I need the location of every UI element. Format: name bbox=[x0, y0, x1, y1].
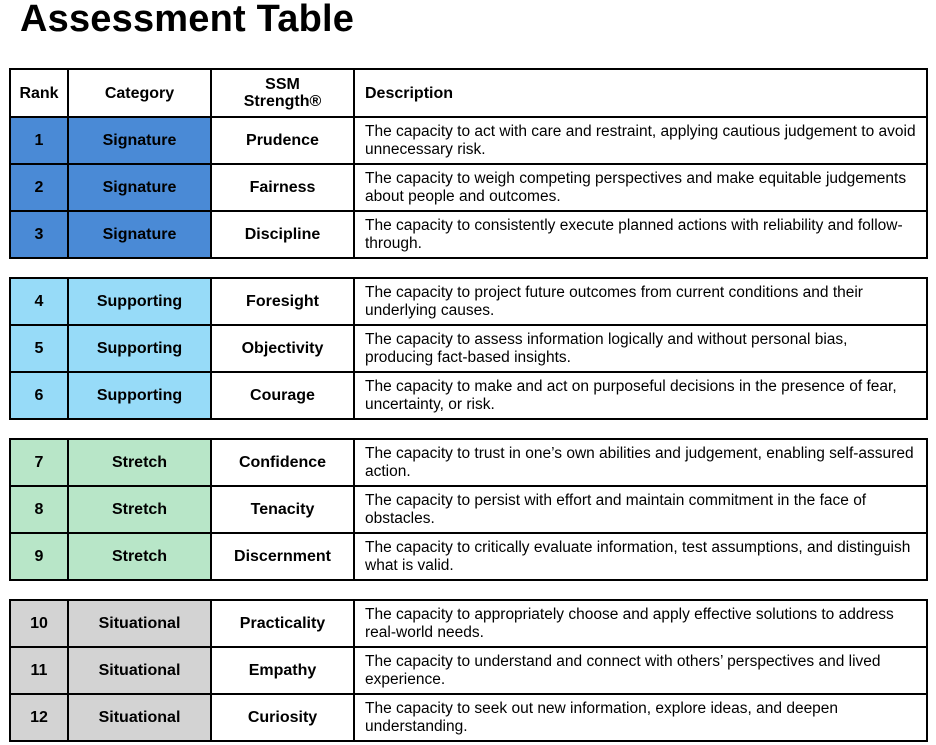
category-cell: Supporting bbox=[68, 372, 211, 419]
strength-cell: Foresight bbox=[211, 278, 354, 325]
category-cell: Supporting bbox=[68, 278, 211, 325]
description-cell: The capacity to make and act on purposeful decisions in the presence of fear, uncertainty, or risk. bbox=[354, 372, 927, 419]
description-cell: The capacity to critically evaluate information, test assumptions, and distinguish what is valid. bbox=[354, 533, 927, 580]
description-cell: The capacity to project future outcomes from current conditions and their underlying causes. bbox=[354, 278, 927, 325]
page-title: Assessment Table bbox=[20, 0, 355, 40]
rank-cell: 9 bbox=[10, 533, 68, 580]
table-row bbox=[10, 439, 927, 486]
table-row bbox=[10, 533, 927, 580]
header-description: Description bbox=[354, 69, 927, 117]
table-row bbox=[10, 600, 927, 647]
category-cell: Stretch bbox=[68, 439, 211, 486]
strength-cell: Empathy bbox=[211, 647, 354, 694]
description-cell: The capacity to seek out new information, explore ideas, and deepen understanding. bbox=[354, 694, 927, 741]
header-category: Category bbox=[68, 69, 211, 117]
table-row bbox=[10, 325, 927, 372]
strength-cell: Confidence bbox=[211, 439, 354, 486]
strength-cell: Discernment bbox=[211, 533, 354, 580]
rank-cell: 6 bbox=[10, 372, 68, 419]
category-cell: Situational bbox=[68, 600, 211, 647]
rank-cell: 2 bbox=[10, 164, 68, 211]
table-row bbox=[10, 486, 927, 533]
group-table bbox=[9, 599, 928, 742]
table-row bbox=[10, 164, 927, 211]
description-cell: The capacity to assess information logically and without personal bias, producing fact-based insights. bbox=[354, 325, 927, 372]
strength-cell: Fairness bbox=[211, 164, 354, 211]
header-row bbox=[10, 69, 927, 117]
rank-cell: 5 bbox=[10, 325, 68, 372]
rank-cell: 1 bbox=[10, 117, 68, 164]
table-row bbox=[10, 372, 927, 419]
description-cell: The capacity to consistently execute planned actions with reliability and follow-through. bbox=[354, 211, 927, 258]
strength-cell: Discipline bbox=[211, 211, 354, 258]
description-cell: The capacity to persist with effort and maintain commitment in the face of obstacles. bbox=[354, 486, 927, 533]
description-cell: The capacity to appropriately choose and apply effective solutions to address real-world needs. bbox=[354, 600, 927, 647]
description-cell: The capacity to weigh competing perspectives and make equitable judgements about people and outcomes. bbox=[354, 164, 927, 211]
table-row bbox=[10, 117, 927, 164]
strength-cell: Prudence bbox=[211, 117, 354, 164]
description-cell: The capacity to act with care and restraint, applying cautious judgement to avoid unnecessary risk. bbox=[354, 117, 927, 164]
category-cell: Supporting bbox=[68, 325, 211, 372]
table-row bbox=[10, 694, 927, 741]
category-cell: Signature bbox=[68, 164, 211, 211]
strength-cell: Courage bbox=[211, 372, 354, 419]
group-table bbox=[9, 116, 928, 259]
table-row bbox=[10, 211, 927, 258]
header-table bbox=[9, 68, 928, 118]
rank-cell: 7 bbox=[10, 439, 68, 486]
description-cell: The capacity to trust in one’s own abilities and judgement, enabling self-assured action. bbox=[354, 439, 927, 486]
rank-cell: 11 bbox=[10, 647, 68, 694]
rank-cell: 12 bbox=[10, 694, 68, 741]
strength-cell: Objectivity bbox=[211, 325, 354, 372]
strength-cell: Curiosity bbox=[211, 694, 354, 741]
category-cell: Stretch bbox=[68, 486, 211, 533]
category-cell: Situational bbox=[68, 647, 211, 694]
header-strength bbox=[211, 69, 354, 117]
group-table bbox=[9, 438, 928, 581]
table-row bbox=[10, 278, 927, 325]
header-rank: Rank bbox=[10, 69, 68, 117]
category-cell: Signature bbox=[68, 211, 211, 258]
description-cell: The capacity to understand and connect with others’ perspectives and lived experience. bbox=[354, 647, 927, 694]
rank-cell: 4 bbox=[10, 278, 68, 325]
strength-cell: Practicality bbox=[211, 600, 354, 647]
category-cell: Stretch bbox=[68, 533, 211, 580]
category-cell: Situational bbox=[68, 694, 211, 741]
group-table bbox=[9, 277, 928, 420]
strength-cell: Tenacity bbox=[211, 486, 354, 533]
rank-cell: 10 bbox=[10, 600, 68, 647]
rank-cell: 8 bbox=[10, 486, 68, 533]
rank-cell: 3 bbox=[10, 211, 68, 258]
header-strength-line2: Strength® bbox=[243, 93, 322, 110]
category-cell: Signature bbox=[68, 117, 211, 164]
header-strength-line1: SSM bbox=[265, 76, 300, 93]
table-row bbox=[10, 647, 927, 694]
